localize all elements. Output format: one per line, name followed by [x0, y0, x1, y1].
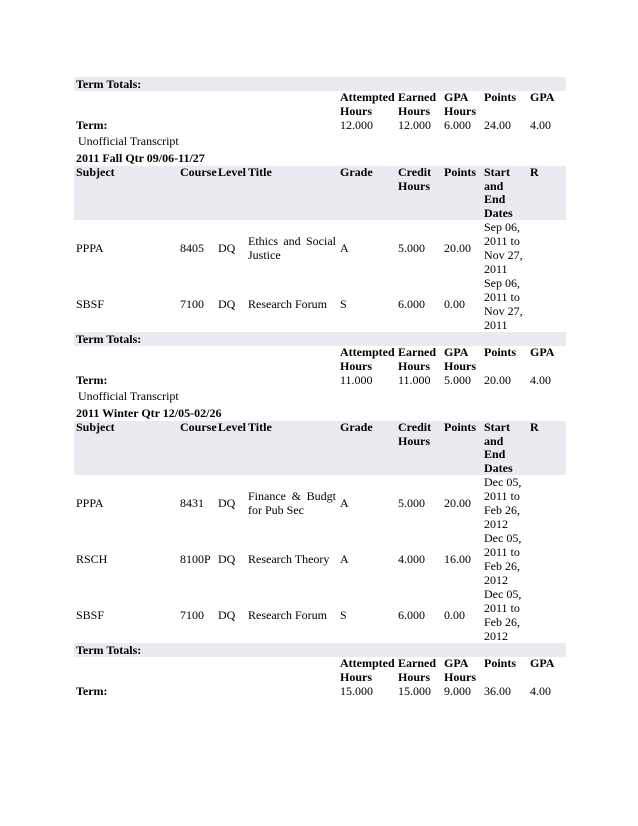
unofficial-transcript-note: Unofficial Transcript [78, 134, 179, 148]
level-cell: DQ [218, 496, 236, 510]
r-cell [528, 276, 566, 332]
gpa-value: 4.00 [530, 118, 551, 132]
term-totals-table [74, 332, 566, 387]
subject-cell: SBSF [76, 297, 105, 311]
points-header: Points [442, 166, 482, 220]
term-label: Term: [76, 373, 108, 387]
level-header: Level [216, 166, 246, 220]
dates-header: Start and End Dates [482, 421, 528, 475]
attempted-value: 11.000 [340, 373, 373, 387]
course-row [74, 587, 566, 643]
title-cell: Research Forum [248, 608, 327, 622]
level-cell: DQ [218, 241, 236, 255]
subject-cell: PPPA [76, 241, 104, 255]
course-row [74, 276, 566, 332]
subject-cell: RSCH [76, 552, 108, 566]
course-table [74, 421, 566, 643]
r-cell [528, 220, 566, 276]
level-cell: DQ [218, 297, 236, 311]
course-cell: 7100 [180, 297, 204, 311]
course-table [74, 166, 566, 332]
r-header: R [528, 166, 566, 220]
level-cell: DQ [218, 552, 236, 566]
credit-cell: 4.000 [398, 552, 425, 566]
earned-value: 15.000 [398, 684, 431, 698]
dates-cell: Dec 05, 2011 to Feb 26, 2012 [484, 531, 522, 587]
credit-hours-header: Credit Hours [396, 166, 442, 220]
course-row [74, 475, 566, 531]
grade-cell: A [340, 552, 349, 566]
points-cell: 20.00 [444, 241, 471, 255]
grade-cell: A [340, 241, 349, 255]
points-header: Points [484, 90, 517, 104]
grade-cell: A [340, 496, 349, 510]
title-cell: Finance & Budgt for Pub Sec [248, 489, 336, 517]
credit-hours-header: Credit Hours [396, 421, 442, 475]
course-cell: 8431 [180, 496, 204, 510]
level-cell: DQ [218, 608, 236, 622]
subject-header: Subject [74, 421, 178, 475]
gpa-header: GPA [530, 90, 555, 104]
gpa-hours-value: 9.000 [444, 684, 471, 698]
gpa-header: GPA [530, 656, 555, 670]
unofficial-transcript-note: Unofficial Transcript [78, 389, 179, 403]
points-header: Points [484, 345, 517, 359]
subject-cell: SBSF [76, 608, 105, 622]
earned-hours-header: Earned Hours [398, 656, 437, 684]
course-cell: 8405 [180, 241, 204, 255]
points-header: Points [484, 656, 517, 670]
gpa-value: 4.00 [530, 684, 551, 698]
points-cell: 20.00 [444, 496, 471, 510]
credit-cell: 6.000 [398, 608, 425, 622]
attempted-hours-header: Attempted Hours [340, 90, 395, 118]
term-totals-label: Term Totals: [74, 77, 566, 91]
r-cell [528, 587, 566, 643]
title-header: Title [246, 421, 338, 475]
points-value: 36.00 [484, 684, 511, 698]
credit-cell: 6.000 [398, 297, 425, 311]
r-header: R [528, 421, 566, 475]
attempted-hours-header: Attempted Hours [340, 345, 395, 373]
transcript-document [74, 77, 566, 698]
level-header: Level [216, 421, 246, 475]
title-cell: Research Theory [248, 552, 330, 566]
points-value: 24.00 [484, 118, 511, 132]
term-label: Term: [76, 118, 108, 132]
points-value: 20.00 [484, 373, 511, 387]
subject-cell: PPPA [76, 496, 104, 510]
attempted-hours-header: Attempted Hours [340, 656, 395, 684]
dates-cell: Sep 06, 2011 to Nov 27, 2011 [484, 276, 523, 332]
subject-header: Subject [74, 166, 178, 220]
term-totals-table [74, 643, 566, 698]
points-header: Points [442, 421, 482, 475]
term-title: 2011 Winter Qtr 12/05-02/26 [76, 406, 222, 420]
credit-cell: 5.000 [398, 241, 425, 255]
course-header: Course [178, 166, 216, 220]
title-header: Title [246, 166, 338, 220]
r-cell [528, 531, 566, 587]
course-cell: 8100P [180, 552, 211, 566]
dates-cell: Dec 05, 2011 to Feb 26, 2012 [484, 587, 522, 643]
earned-value: 11.000 [398, 373, 431, 387]
term-totals-label: Term Totals: [74, 643, 566, 657]
term-totals-label: Term Totals: [74, 332, 566, 346]
term-label: Term: [76, 684, 108, 698]
earned-value: 12.000 [398, 118, 431, 132]
course-row [74, 531, 566, 587]
gpa-hours-header: GPA Hours [444, 345, 477, 373]
points-cell: 0.00 [444, 608, 465, 622]
title-cell: Research Forum [248, 297, 327, 311]
gpa-hours-value: 6.000 [444, 118, 471, 132]
term-totals-table [74, 77, 566, 132]
grade-header: Grade [338, 421, 396, 475]
course-cell: 7100 [180, 608, 204, 622]
grade-header: Grade [338, 166, 396, 220]
earned-hours-header: Earned Hours [398, 90, 437, 118]
dates-cell: Dec 05, 2011 to Feb 26, 2012 [484, 475, 522, 531]
earned-hours-header: Earned Hours [398, 345, 437, 373]
gpa-value: 4.00 [530, 373, 551, 387]
attempted-value: 15.000 [340, 684, 373, 698]
title-cell: Ethics and Social Justice [248, 234, 336, 262]
gpa-hours-header: GPA Hours [444, 656, 477, 684]
credit-cell: 5.000 [398, 496, 425, 510]
course-header: Course [178, 421, 216, 475]
r-cell [528, 475, 566, 531]
gpa-header: GPA [530, 345, 555, 359]
gpa-hours-value: 5.000 [444, 373, 471, 387]
points-cell: 16.00 [444, 552, 471, 566]
course-row [74, 220, 566, 276]
gpa-hours-header: GPA Hours [444, 90, 477, 118]
grade-cell: S [340, 297, 347, 311]
dates-cell: Sep 06, 2011 to Nov 27, 2011 [484, 220, 523, 276]
term-title: 2011 Fall Qtr 09/06-11/27 [76, 151, 205, 165]
points-cell: 0.00 [444, 297, 465, 311]
dates-header: Start and End Dates [482, 166, 528, 220]
grade-cell: S [340, 608, 347, 622]
attempted-value: 12.000 [340, 118, 373, 132]
